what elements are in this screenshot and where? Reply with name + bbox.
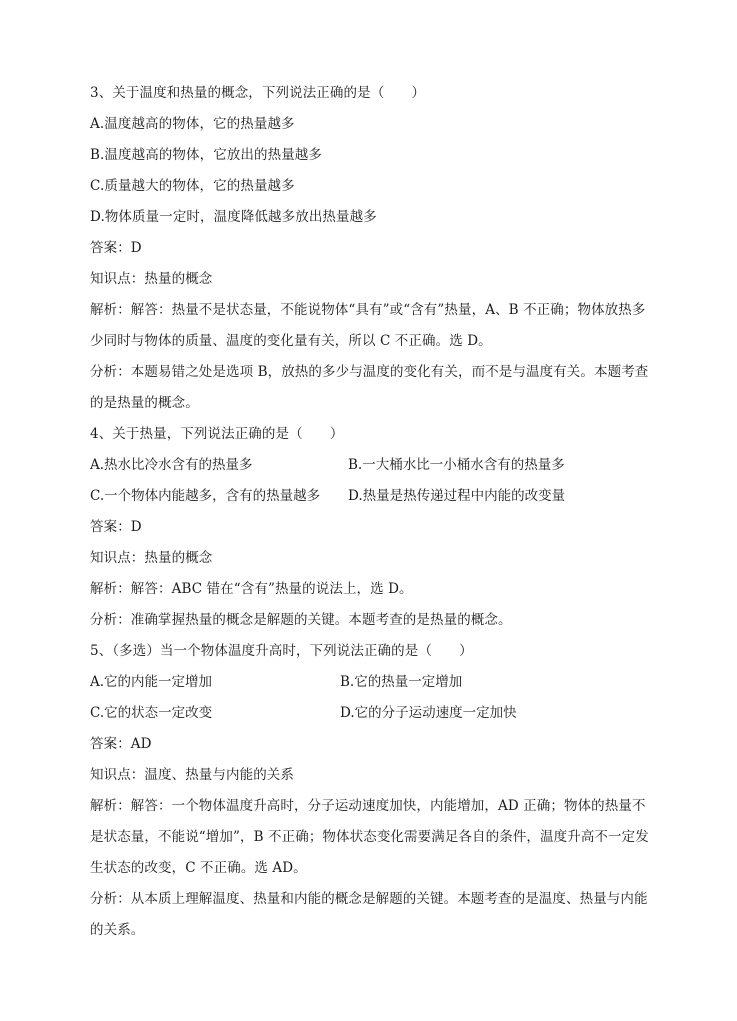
question-5-stem: 5、（多选）当一个物体温度升高时，下列说法正确的是（ ） (90, 643, 473, 659)
question-4-options-row-2 (90, 481, 650, 512)
question-4-option-c: C.一个物体内能越多，含有的热量越多 (90, 488, 321, 504)
question-5-option-a: A.它的内能一定增加 (90, 674, 213, 690)
question-3-answer: 答案：D (90, 240, 142, 256)
question-3-comment: 分析：本题易错之处是选项 B，放热的多少与温度的变化有关，而不是与温度有关。本题考查的是热量的概念。 (90, 364, 649, 411)
question-4-analysis: 解析：解答：ABC 错在“含有”热量的说法上，选 D。 (90, 581, 413, 597)
question-4-knowledge: 知识点：热量的概念 (90, 550, 213, 566)
document-page (90, 78, 650, 946)
question-5-options-row-1 (90, 667, 650, 698)
question-3-analysis: 解析：解答：热量不是状态量，不能说物体“具有”或“含有”热量，A、B 不正确；物体放热多少同时与物体的质量、温度的变化量有关，所以 C 不正确。选 D。 (90, 302, 646, 349)
question-4-options-row-1 (90, 450, 650, 481)
question-4-comment: 分析：准确掌握热量的概念是解题的关键。本题考查的是热量的概念。 (90, 612, 512, 628)
question-5-analysis: 解析：解答：一个物体温度升高时，分子运动速度加快，内能增加，AD 正确；物体的热量不是状态量，不能说“增加”，B 不正确；物体状态变化需要满足各自的条件，温度升高不一定发生状态的改变，C 不正确。选 AD。 (90, 798, 649, 876)
question-3-option-c: C.质量越大的物体，它的热量越多 (90, 178, 295, 194)
question-5-option-b: B.它的热量一定增加 (340, 674, 463, 690)
question-3-stem: 3、关于温度和热量的概念，下列说法正确的是（ ） (90, 85, 426, 101)
question-5-answer: 答案：AD (90, 736, 152, 752)
question-5-options-row-2 (90, 698, 650, 729)
question-5-option-d: D.它的分子运动速度一定加快 (340, 705, 517, 721)
question-4-answer: 答案：D (90, 519, 142, 535)
question-4-stem: 4、关于热量，下列说法正确的是（ ） (90, 426, 344, 442)
question-4-option-b: B.一大桶水比一小桶水含有的热量多 (348, 457, 565, 473)
question-3-option-b: B.温度越高的物体，它放出的热量越多 (90, 147, 323, 163)
question-5-comment: 分析：从本质上理解温度、热量和内能的概念是解题的关键。本题考查的是温度、热量与内能的关系。 (90, 891, 648, 938)
question-5-knowledge: 知识点：温度、热量与内能的关系 (90, 767, 294, 783)
question-3-knowledge: 知识点：热量的概念 (90, 271, 213, 287)
question-4-option-d: D.热量是热传递过程中内能的改变量 (348, 488, 566, 504)
question-4-option-a: A.热水比冷水含有的热量多 (90, 457, 253, 473)
question-5-option-c: C.它的状态一定改变 (90, 705, 213, 721)
question-3-option-d: D.物体质量一定时，温度降低越多放出热量越多 (90, 209, 377, 225)
question-3-option-a: A.温度越高的物体，它的热量越多 (90, 116, 295, 132)
